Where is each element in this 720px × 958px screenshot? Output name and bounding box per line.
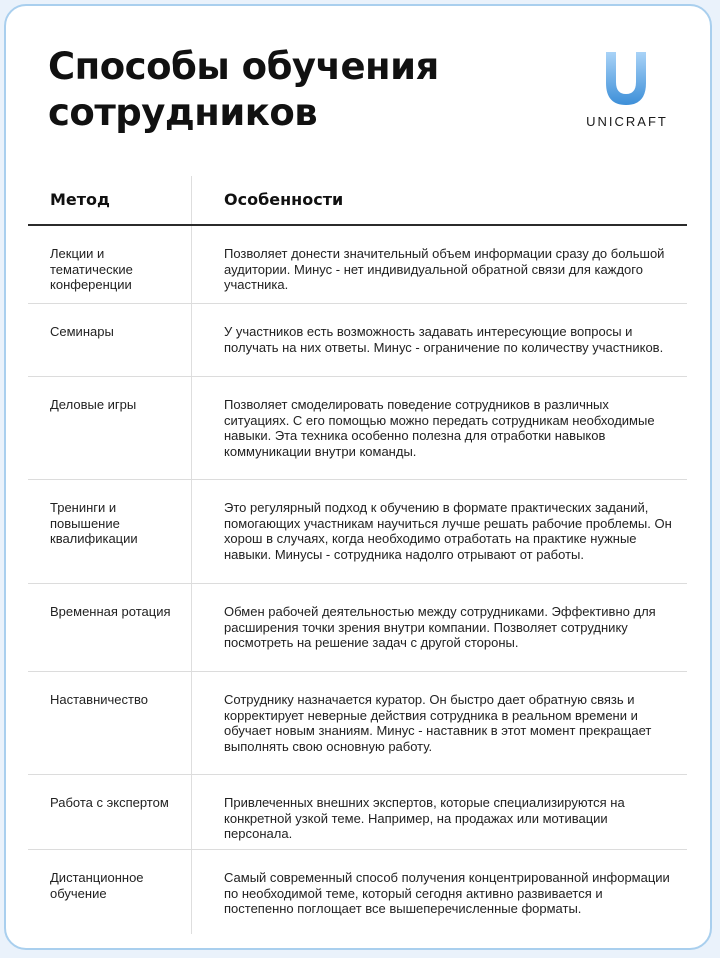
method-cell: Лекции и тематические конференции: [50, 246, 133, 292]
page-title: Способы обучения сотрудников: [48, 45, 439, 134]
features-cell: Сотруднику назначается куратор. Он быстро дает обратную связь и корректирует неверные действия сотрудника в реальном времени и обучает новым знаниям. Минус - наставник в этот момент прекращает выполнять свою основную работу.: [224, 692, 652, 754]
brand-logo: [578, 50, 676, 134]
header-method: Метод: [50, 190, 110, 209]
table-row: [28, 304, 687, 377]
method-cell: Семинары: [50, 324, 114, 339]
table-row: [28, 377, 687, 480]
document-card: [4, 4, 712, 950]
features-cell: У участников есть возможность задавать интересующие вопросы и получать на них ответы. Минус - ограничение по количеству участников.: [224, 324, 664, 355]
method-cell: Дистанционное обучение: [50, 870, 144, 901]
features-cell: Позволяет смоделировать поведение сотрудников в различных ситуациях. С его помощью можно передать сотрудникам необходимые навыки. Эта техника особенно полезна для отработки навыков коммуникации внутри команды.: [224, 397, 655, 459]
method-cell: Наставничество: [50, 692, 148, 707]
header-features: Особенности: [224, 190, 344, 209]
table-row: [28, 775, 687, 850]
table-row: [28, 480, 687, 584]
table-row: [28, 672, 687, 775]
table-row: [28, 226, 687, 304]
features-cell: Это регулярный подход к обучению в формате практических заданий, помогающих участникам научиться лучше решать рабочие проблемы. Он хорош в случаях, когда необходимо отработать на практике нужные навыки. Минусы - сотрудника надолго отрывают от работы.: [224, 500, 672, 562]
unicraft-u-logo-icon: [603, 50, 649, 108]
table-row: [28, 584, 687, 672]
table-row: [28, 850, 687, 938]
methods-table: [28, 176, 687, 938]
features-cell: Позволяет донести значительный объем информации сразу до большой аудитории. Минус - нет индивидуальной обратной связи для каждого участника.: [224, 246, 665, 292]
features-cell: Привлеченных внешних экспертов, которые специализируются на конкретной узкой теме. Например, на продажах или мотивации персонала.: [224, 795, 625, 841]
table-header: [28, 176, 687, 226]
features-cell: Самый современный способ получения концентрированной информации по необходимой теме, который сегодня активно развивается и постепенно поглощает все вышеперечисленные форматы.: [224, 870, 670, 916]
method-cell: Временная ротация: [50, 604, 171, 619]
features-cell: Обмен рабочей деятельностью между сотрудниками. Эффективно для расширения точки зрения внутри компании. Позволяет сотруднику посмотреть на решение задач с другой стороны.: [224, 604, 656, 650]
method-cell: Работа с экспертом: [50, 795, 169, 810]
brand-name: UNICRAFT: [586, 114, 668, 129]
method-cell: Тренинги и повышение квалификации: [50, 500, 138, 546]
method-cell: Деловые игры: [50, 397, 137, 412]
